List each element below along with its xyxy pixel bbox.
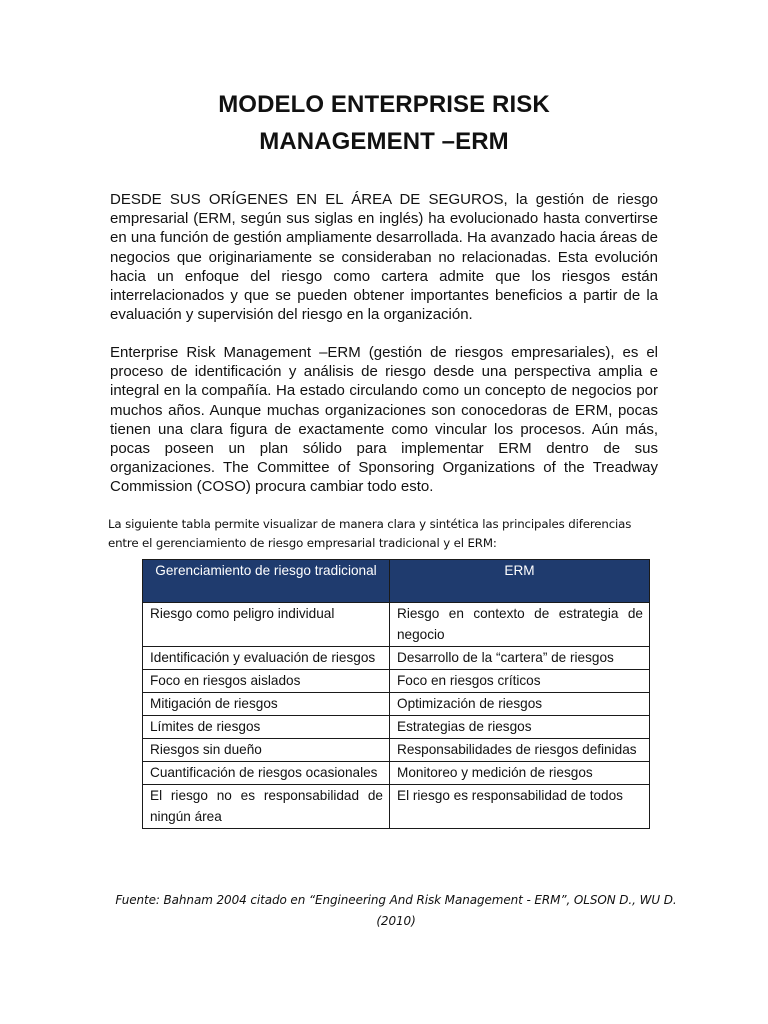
cell-traditional: Identificación y evaluación de riesgos [143, 647, 390, 670]
header-traditional: Gerenciamiento de riesgo tradicional [143, 560, 390, 603]
table-body [143, 603, 650, 829]
table-intro-line-2: entre el gerenciamiento de riesgo empresarial tradicional y el ERM: [108, 536, 497, 550]
title-line-1: MODELO ENTERPRISE RISK [218, 91, 550, 118]
source-citation [100, 890, 692, 932]
table-row [143, 693, 650, 716]
cell-traditional: Cuantificación de riesgos ocasionales [143, 762, 390, 785]
table-intro-line-1: La siguiente tabla permite visualizar de manera clara y sintética las principales diferencias [108, 517, 632, 531]
cell-erm: Foco en riesgos críticos [390, 670, 650, 693]
paragraph-erm-definition: Enterprise Risk Management –ERM (gestión de riesgos empresariales), es el proceso de identificación y análisis de riesgo desde una perspectiva amplia e integral en la compañía. Ha estado circulando como un concepto de negocios por muchos años. Aunque muchas organizaciones son conocedoras de ERM, pocas tienen una clara figura de exactamente como vincular los procesos. Aún más, pocas poseen un plan sólido para implementar ERM dentro de sus organizaciones. The Committee of Sponsoring Organizations of the Treadway Commission (COSO) procura cambiar todo esto. [110, 344, 658, 496]
table-row [143, 716, 650, 739]
table-row [143, 603, 650, 647]
source-line-2: (2010) [376, 914, 416, 928]
cell-erm: Desarrollo de la “cartera” de riesgos [390, 647, 650, 670]
document-title [110, 86, 658, 160]
source-line-1: Fuente: Bahnam 2004 citado en “Engineering And Risk Management - ERM”, OLSON D., WU D. [115, 893, 677, 907]
table-row [143, 739, 650, 762]
cell-erm: El riesgo es responsabilidad de todos [390, 785, 650, 829]
cell-erm: Riesgo en contexto de estrategia de negocio [390, 603, 650, 647]
paragraph-origins: DESDE SUS ORÍGENES EN EL ÁREA DE SEGUROS, la gestión de riesgo empresarial (ERM, según sus siglas en inglés) ha evolucionado hasta convertirse en una función de gestión ampliamente desarrollada. Ha avanzado hacia áreas de negocios que originariamente se consideraban no relacionadas. Esta evolución hacia un enfoque del riesgo como cartera admite que los riesgos están interrelacionados y que se pueden obtener importantes beneficios a partir de la evaluación y supervisión del riesgo en la organización. [110, 191, 658, 324]
cell-traditional: Límites de riesgos [143, 716, 390, 739]
title-line-2: MANAGEMENT –ERM [259, 128, 509, 155]
table-row [143, 647, 650, 670]
cell-erm: Monitoreo y medición de riesgos [390, 762, 650, 785]
cell-traditional: Riesgos sin dueño [143, 739, 390, 762]
table-row [143, 785, 650, 829]
header-erm: ERM [390, 560, 650, 603]
table-row [143, 670, 650, 693]
table-intro [108, 515, 668, 553]
cell-traditional: Riesgo como peligro individual [143, 603, 390, 647]
cell-traditional: El riesgo no es responsabilidad de ningún área [143, 785, 390, 829]
table-row [143, 762, 650, 785]
table-header-row [143, 560, 650, 603]
cell-traditional: Mitigación de riesgos [143, 693, 390, 716]
comparison-table [142, 559, 650, 829]
cell-erm: Estrategias de riesgos [390, 716, 650, 739]
cell-traditional: Foco en riesgos aislados [143, 670, 390, 693]
cell-erm: Responsabilidades de riesgos definidas [390, 739, 650, 762]
cell-erm: Optimización de riesgos [390, 693, 650, 716]
